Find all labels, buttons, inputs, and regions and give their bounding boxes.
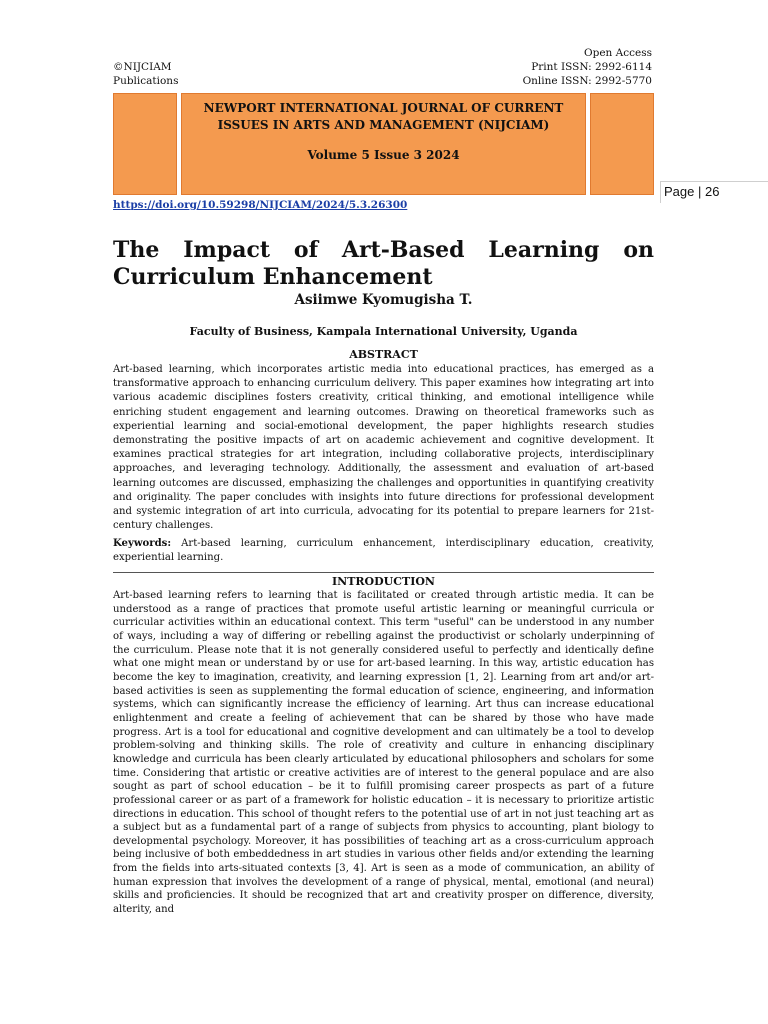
print-issn-text: Print ISSN: 2992-6114 bbox=[531, 61, 652, 73]
page-label-rule bbox=[660, 181, 768, 182]
journal-banner bbox=[113, 93, 654, 195]
author-affiliation: Faculty of Business, Kampala International University, Uganda bbox=[189, 325, 578, 338]
banner-left-block bbox=[113, 93, 177, 195]
keywords bbox=[113, 537, 654, 565]
page-number: Page | 26 bbox=[664, 184, 720, 199]
volume-issue: Volume 5 Issue 3 2024 bbox=[307, 148, 460, 162]
doi-link[interactable]: https://doi.org/10.59298/NIJCIAM/2024/5.3.26300 bbox=[113, 199, 408, 211]
abstract-heading: ABSTRACT bbox=[349, 348, 418, 361]
copyright-text: ©NIJCIAM bbox=[113, 61, 172, 73]
journal-name-line1: NEWPORT INTERNATIONAL JOURNAL OF CURRENT bbox=[203, 101, 564, 115]
online-issn-text: Online ISSN: 2992-5770 bbox=[522, 75, 652, 87]
abstract-body: Art-based learning, which incorporates artistic media into educational practices, has emerged as a transformative approach to enhancing curriculum delivery. This paper examines how integrating art into various academic disciplines fosters creativity, critical thinking, and emotional intelligence while enriching student engagement and learning outcomes. Drawing on theoretical frameworks such as experiential learning and social-emotional development, the paper highlights research studies demonstrating the positive impacts of art on academic achievement and cognitive development. It examines practical strategies for art integration, including collaborative projects, interdisciplinary approaches, and leveraging technology. Additionally, the assessment and evaluation of art-based learning outcomes are discussed, emphasizing the challenges and opportunities in quantifying creativity and originality. The paper concludes with insights into future directions for professional development and systemic integration of art into curricula, advocating for its potential to prepare learners for 21st-century challenges. bbox=[113, 364, 654, 532]
introduction-body: Art-based learning refers to learning that is facilitated or created through artistic media. It can be understood as a range of practices that promote useful artistic learning or meaningful curricula or curricular activities within an educational context. This term "useful" can be understood in any number of ways, including a way of differing or rebelling against the productivist or scholarly underpinning of the curriculum. Please note that it is not generally considered useful to perfectly and identically define what one might mean or understand by or use for art-based learning. In this way, artistic education has become the key to imagination, creativity, and learning expression [1, 2]. Learning from art and/or art-based activities is seen as supplementing the formal education of science, engineering, and information systems, which can significantly increase the efficiency of learning. Art thus can increase educational enlightenment and create a feeling of achievement that can be shared by those who have made progress. Art is a tool for educational and cognitive development and can ultimately be a tool to develop problem-solving and thinking skills. The role of creativity and culture in enhancing disciplinary knowledge and curricula has been clearly articulated by educational philosophers and scholars for some time. Considering that artistic or creative activities are of interest to the general populace and are also sought as part of school education – be it to fulfill promising career prospects as part of a future professional career or as part of a framework for holistic education – it is necessary to prioritize artistic directions in education. This school of thought refers to the potential use of art in not just teaching art as a subject but as a fundamental part of a range of subjects from physics to accounting, plant biology to developmental psychology. Moreover, it has possibilities of teaching art as a cross-curriculum approach being inclusive of both embeddedness in art studies in various other fields and/or extending the learning from the fields into arts-situated contexts [3, 4]. Art is seen as a mode of communication, an ability of human expression that involves the development of a range of physical, mental, emotional (and neural) skills and proficiencies. It should be recognized that art and creativity prosper on difference, diversity, alterity, and bbox=[113, 590, 654, 916]
keywords-text: Art-based learning, curriculum enhancement, interdisciplinary education, creativity, experiential learning. bbox=[113, 538, 655, 564]
publisher-header bbox=[113, 60, 178, 88]
paper-title: The Impact of Art-Based Learning on Curriculum Enhancement bbox=[113, 237, 654, 290]
keywords-label: Keywords: bbox=[113, 538, 172, 549]
banner-right-block bbox=[590, 93, 654, 195]
author-name: Asiimwe Kyomugisha T. bbox=[294, 292, 473, 308]
journal-name-line2: ISSUES IN ARTS AND MANAGEMENT (NIJCIAM) bbox=[217, 118, 550, 132]
banner-center-block bbox=[181, 93, 586, 195]
open-access-text: Open Access bbox=[584, 47, 652, 59]
page-label-divider bbox=[660, 181, 661, 203]
issn-header bbox=[523, 46, 652, 88]
introduction-heading: INTRODUCTION bbox=[332, 575, 435, 588]
section-divider bbox=[113, 572, 654, 573]
publisher-text: Publications bbox=[113, 75, 179, 87]
